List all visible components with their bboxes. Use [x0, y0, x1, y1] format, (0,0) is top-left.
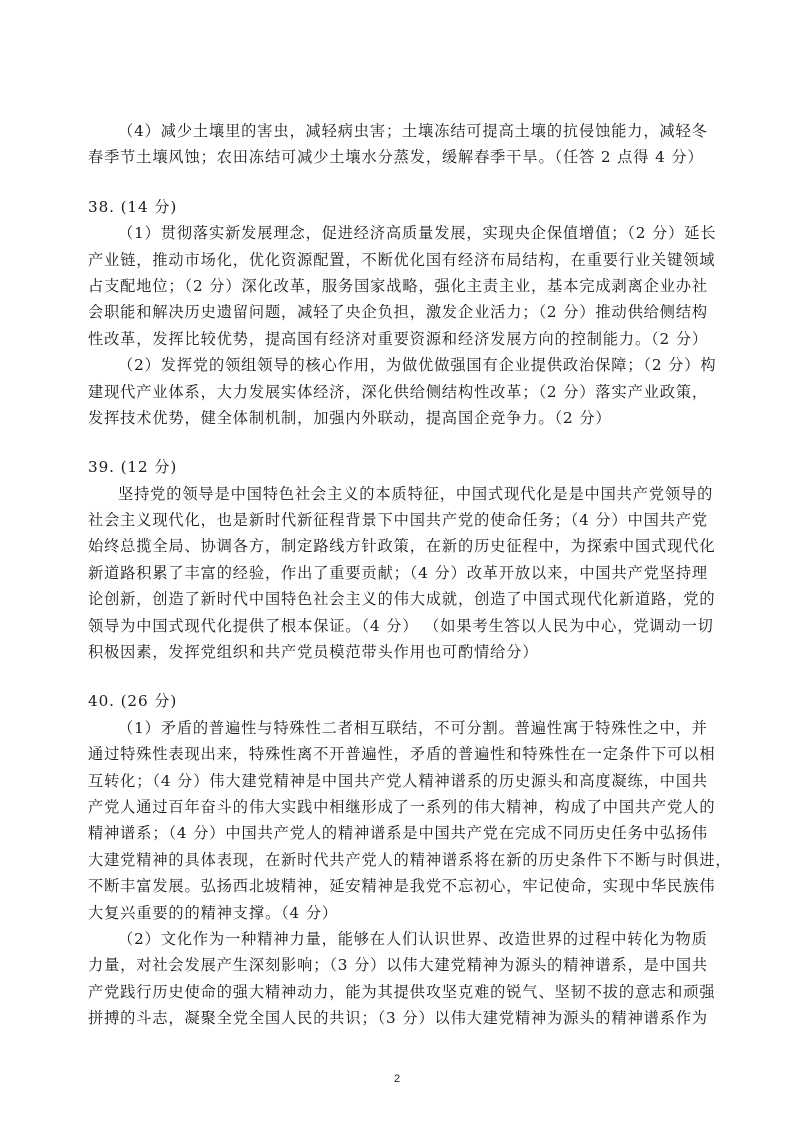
text-line: 大建党精神的具体表现，在新时代共产党人的精神谱系将在新的历史条件下不断与时俱进， — [88, 850, 732, 869]
text-line: （1）贯彻落实新发展理念，促进经济高质量发展，实现央企保值增值；（2 分）延长 — [118, 224, 717, 243]
text-line: 不断丰富发展。弘扬西北坡精神，延安精神是我党不忘初心，牢记使命，实现中华民族伟 — [88, 877, 716, 896]
page-number: 2 — [393, 1073, 401, 1085]
text-line: 论创新，创造了新时代中国特色社会主义的伟大成就，创造了中国式现代化新道路，党的 — [88, 590, 716, 609]
text-line: 发挥技术优势，健全体制机制，加强内外联动，提高国企竞争力。（2 分） — [88, 408, 612, 427]
text-line: 占支配地位；（2 分）深化改革，服务国家战略，强化主责主业，基本完成剥离企业办社 — [88, 276, 709, 295]
question-heading: 38. (14 分) — [88, 197, 178, 216]
question-heading: 39. (12 分) — [88, 458, 178, 477]
text-line: 社会主义现代化，也是新时代新征程背景下中国共产党的使命任务；（4 分）中国共产党 — [88, 511, 709, 530]
text-line: 力量，对社会发展产生深刻影响；（3 分）以伟大建党精神为源头的精神谱系，是中国共 — [88, 956, 709, 975]
answer-37-part4 — [88, 118, 728, 171]
text-line: 建现代产业体系，大力发展实体经济，深化供给侧结构性改革；（2 分）落实产业政策， — [88, 382, 709, 401]
text-line: 坚持党的领导是中国特色社会主义的本质特征，中国式现代化是是中国共产党领导的 — [118, 484, 714, 503]
text-line: 会职能和解决历史遗留问题，减轻了央企负担，激发企业活力；（2 分）推动供给侧结构 — [88, 303, 709, 322]
text-line: （4）减少土壤里的害虫，减轻病虫害；土壤冻结可提高土壤的抗侵蚀能力，减轻冬 — [118, 122, 708, 140]
text-line: 通过特殊性表现出来，特殊性离不开普遍性，矛盾的普遍性和特殊性在一定条件下可以相 — [88, 745, 716, 764]
text-line: 积极因素，发挥党组织和共产党员模范带头作用也可酌情给分） — [88, 643, 539, 662]
text-line: 互转化；（4 分）伟大建党精神是中国共产党人精神谱系的历史源头和高度凝练，中国共 — [88, 771, 709, 790]
text-line: 大复兴重要的的精神支撑。（4 分） — [88, 903, 339, 922]
text-line: （1）矛盾的普遍性与特殊性二者相互联结，不可分割。普遍性寓于特殊性之中，并 — [118, 718, 708, 737]
answer-38 — [88, 194, 728, 432]
answer-40 — [88, 688, 732, 1031]
question-heading: 40. (26 分) — [88, 692, 178, 711]
text-line: （2）文化作为一种精神力量，能够在人们认识世界、改造世界的过程中转化为物质 — [118, 929, 708, 948]
text-line: （2）发挥党的领组领导的核心作用，为做优做强国有企业提供政治保障；（2 分）构 — [118, 356, 717, 375]
text-line: 产党人通过百年奋斗的伟大实践中相继形成了一系列的伟大精神，构成了中国共产党人的 — [88, 797, 716, 816]
text-line: 性改革，发挥比较优势，提高国有经济对重要资源和经济发展方向的控制能力。（2 分） — [88, 329, 709, 348]
text-line: 领导为中国式现代化提供了根本保证。（4 分） （如果考生答以人民为中心，党调动一切 — [88, 616, 714, 635]
text-line: 拼搏的斗志，凝聚全党全国人民的共识；（3 分）以伟大建党精神为源头的精神谱系作为 — [88, 1009, 709, 1028]
text-line: 产党践行历史使命的强大精神动力，能为其提供攻坚克难的锐气、坚韧不拔的意志和顽强 — [88, 982, 716, 1001]
text-line: 新道路积累了丰富的经验，作出了重要贡献；（4 分）改革开放以来，中国共产党坚持理 — [88, 563, 709, 582]
answer-39 — [88, 454, 728, 665]
answer-document — [88, 118, 732, 1032]
text-line: 精神谱系；（4 分）中国共产党人的精神谱系是中国共产党在完成不同历史任务中弘扬伟 — [88, 824, 709, 843]
text-line: 始终总揽全局、协调各方，制定路线方针政策，在新的历史征程中，为探索中国式现代化 — [88, 537, 716, 556]
text-line: 春季节土壤风蚀；农田冻结可减少土壤水分蒸发，缓解春季干旱。（任答 2 点得 4 分） — [88, 148, 704, 167]
text-line: 产业链，推动市场化，优化资源配置，不断优化国有经济布局结构，在重要行业关键领域 — [88, 250, 716, 269]
